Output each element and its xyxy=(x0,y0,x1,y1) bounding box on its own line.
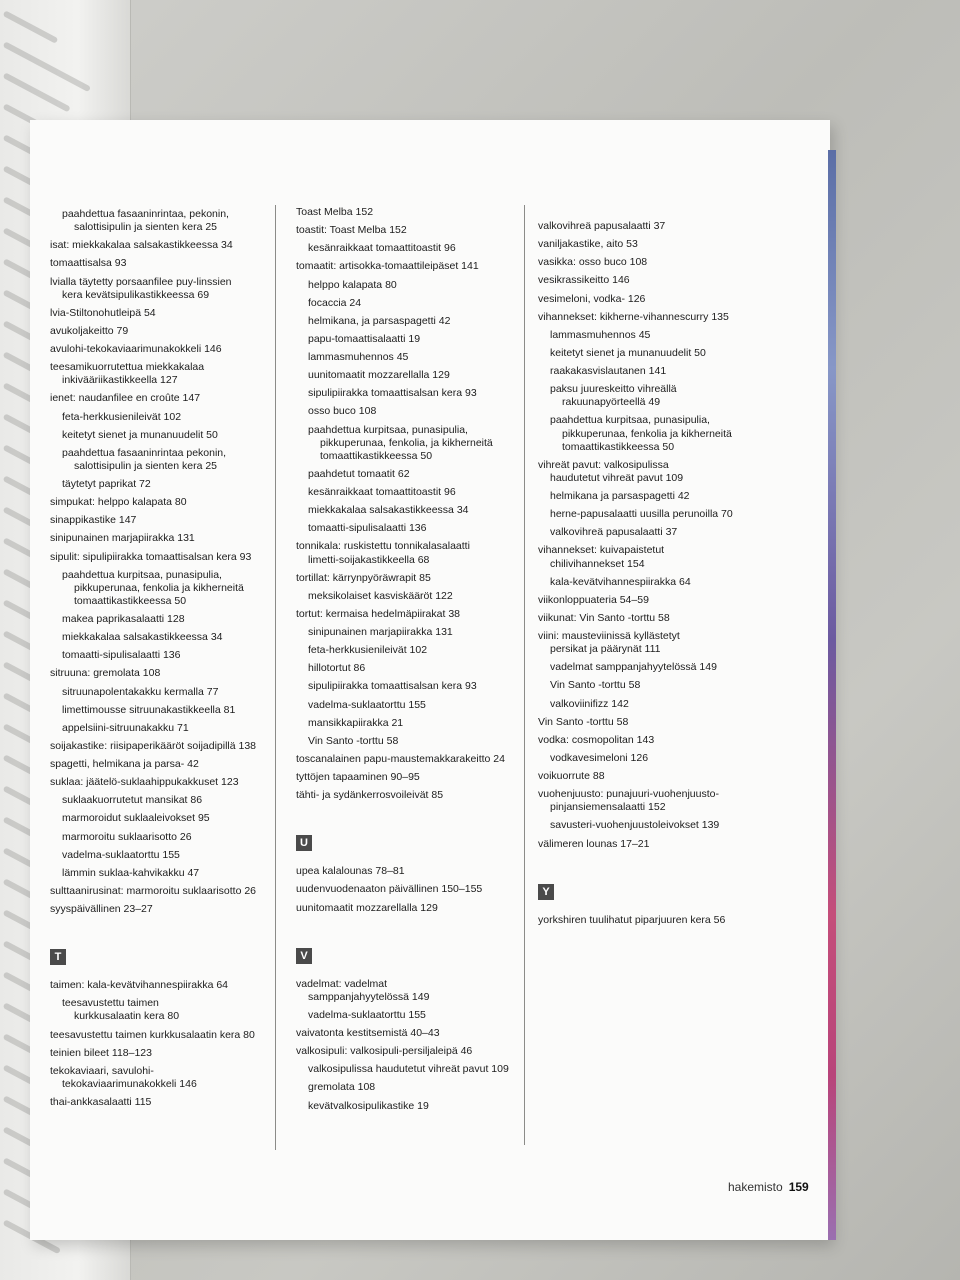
index-entry xyxy=(538,383,798,409)
index-entry xyxy=(296,224,518,237)
index-entry xyxy=(296,590,518,603)
index-entry xyxy=(538,238,798,251)
index-entry xyxy=(50,979,290,992)
index-entry-text: vesikrassikeitto 146 xyxy=(538,274,630,287)
index-entry xyxy=(296,468,518,481)
index-entry-text: upea kalalounas 78–81 xyxy=(296,865,405,878)
index-entry xyxy=(50,997,290,1023)
index-entry-text: suklaa: jäätelö-suklaahippukakkuset 123 xyxy=(50,776,239,789)
index-entry xyxy=(50,740,290,753)
index-entry xyxy=(538,508,798,521)
column-divider-right xyxy=(524,205,525,1145)
index-entry xyxy=(538,788,798,814)
page-stack-edge xyxy=(828,150,836,1240)
index-entry xyxy=(50,686,290,699)
index-entry-text: marmoroitu suklaarisotto 26 xyxy=(62,830,192,843)
index-entry xyxy=(296,789,518,802)
index-entry-text: keitetyt sienet ja munanuudelit 50 xyxy=(550,346,706,359)
section-letter: V xyxy=(296,948,312,964)
index-entry-text: sinipunainen marjapiirakka 131 xyxy=(308,626,453,638)
index-entry-text: avukoljakeitto 79 xyxy=(50,324,129,337)
index-entry xyxy=(50,794,290,807)
index-entry-text: uunitomaatit mozzarellalla 129 xyxy=(308,369,450,382)
index-entry xyxy=(50,496,290,509)
index-entry xyxy=(296,662,518,675)
index-entry-text: voikuorrute 88 xyxy=(538,770,605,782)
footer-label: hakemisto xyxy=(728,1180,783,1194)
index-entry-text: gremolata 108 xyxy=(308,1081,376,1094)
index-entry-text: spagetti, helmikana ja parsa- 42 xyxy=(50,758,199,770)
index-entry-text: kala-kevätvihannespiirakka 64 xyxy=(550,575,691,588)
index-entry-text: vadelma-suklaatorttu 155 xyxy=(308,698,426,711)
index-entry-text: vesimeloni, vodka- 126 xyxy=(538,292,646,305)
index-entry-text: vodka: cosmopolitan 143 xyxy=(538,733,655,746)
index-entry-continuation: pinjansiemensalaatti 152 xyxy=(550,801,666,814)
index-entry-text: tähti- ja sydänkerrosvoileivät 85 xyxy=(296,789,444,802)
index-entry-text: appelsiini-sitruunakakku 71 xyxy=(62,721,189,734)
index-entry-text: tyttöjen tapaaminen 90–95 xyxy=(296,771,420,783)
index-entry-text: sipulit: sipulipiirakka tomaattisalsan kera 93 xyxy=(50,550,252,563)
index-entry xyxy=(296,504,518,517)
section-letter: Y xyxy=(538,884,554,900)
index-entry xyxy=(296,1081,518,1094)
index-entry xyxy=(296,680,518,693)
index-entry-text: thai-ankkasalaatti 115 xyxy=(50,1096,152,1108)
index-entry xyxy=(296,902,518,915)
index-entry xyxy=(50,392,290,405)
index-entry-continuation: limetti-soijakastikkeella 68 xyxy=(308,553,430,566)
index-entry xyxy=(296,978,518,1004)
index-entry-continuation: kurkkusalaatin kera 80 xyxy=(74,1010,180,1023)
index-entry xyxy=(538,838,798,851)
index-entry-text: isat: miekkakalaa salsakastikkeessa 34 xyxy=(50,239,233,252)
index-entry-text: keitetyt sienet ja munanuudelit 50 xyxy=(62,428,218,441)
index-entry-text: osso buco 108 xyxy=(308,405,377,418)
page-number: 159 xyxy=(788,1180,809,1194)
index-entry-text: simpukat: helppo kalapata 80 xyxy=(50,496,187,509)
index-entry-text: paahdettua kurpitsaa, punasipulia, xyxy=(62,568,222,581)
index-entry-text: lvialla täytetty porsaanfilee puy-linssien xyxy=(50,275,232,288)
index-entry xyxy=(50,776,290,789)
index-entry-text: paahdettua kurpitsaa, punasipulia, xyxy=(550,414,710,427)
index-entry-text: paahdetut tomaatit 62 xyxy=(308,467,410,480)
index-entry xyxy=(50,478,290,491)
index-entry-text: valkovihreä papusalaatti 37 xyxy=(550,526,678,539)
index-entry xyxy=(50,325,290,338)
section-letter: U xyxy=(296,835,312,851)
index-entry-text: vadelma-suklaatorttu 155 xyxy=(308,1008,426,1021)
index-entry xyxy=(50,276,290,302)
index-entry-text: sipulipiirakka tomaattisalsan kera 93 xyxy=(308,387,477,400)
index-column-middle xyxy=(296,206,518,1118)
index-entry xyxy=(538,698,798,711)
index-entry-text: viikunat: Vin Santo -torttu 58 xyxy=(538,611,670,624)
index-entry xyxy=(50,532,290,545)
index-entry xyxy=(538,734,798,747)
index-entry-text: teinien bileet 118–123 xyxy=(50,1046,152,1059)
index-entry-continuation: tomaattikastikkeessa 50 xyxy=(320,449,433,462)
index-entry-text: ienet: naudanfilee en croûte 147 xyxy=(50,392,201,405)
index-entry xyxy=(538,365,798,378)
index-entry-text: syyspäivällinen 23–27 xyxy=(50,903,153,915)
index-entry-text: vadelma-suklaatorttu 155 xyxy=(62,848,180,861)
index-entry-text: miekkakalaa salsakastikkeessa 34 xyxy=(308,504,469,517)
index-entry-text: Vin Santo -torttu 58 xyxy=(308,734,399,747)
index-entry xyxy=(50,239,290,252)
index-entry-text: tortut: kermaisa hedelmäpiirakat 38 xyxy=(296,607,460,620)
index-entry xyxy=(538,752,798,765)
index-entry xyxy=(538,490,798,503)
index-entry-text: helmikana ja parsaspagetti 42 xyxy=(550,490,690,502)
index-entry xyxy=(296,297,518,310)
index-entry-text: Vin Santo -torttu 58 xyxy=(550,679,641,692)
index-entry xyxy=(50,208,290,234)
index-entry xyxy=(50,569,290,608)
index-entry xyxy=(296,1063,518,1076)
index-entry-text: teesavustettu taimen kurkkusalaatin kera 80 xyxy=(50,1028,255,1041)
index-entry-text: viikonloppuateria 54–59 xyxy=(538,593,649,606)
index-entry xyxy=(538,819,798,832)
index-entry-text: kesänraikkaat tomaattitoastit 96 xyxy=(308,242,456,255)
index-entry xyxy=(296,242,518,255)
index-entry xyxy=(50,411,290,424)
index-entry-text: uunitomaatit mozzarellalla 129 xyxy=(296,901,438,914)
index-entry xyxy=(296,279,518,292)
index-entry-text: raakakasvislautanen 141 xyxy=(550,365,667,377)
index-entry-text: lämmin suklaa-kahvikakku 47 xyxy=(62,866,200,879)
index-entry-text: valkosipulissa haudutetut vihreät pavut 109 xyxy=(308,1063,509,1076)
index-entry xyxy=(538,914,798,927)
index-entry xyxy=(538,256,798,269)
blurred-text-line xyxy=(3,10,59,43)
index-entry xyxy=(538,661,798,674)
index-entry xyxy=(50,307,290,320)
index-entry xyxy=(50,849,290,862)
index-entry-continuation: tomaattikastikkeessa 50 xyxy=(74,594,187,607)
index-entry xyxy=(296,699,518,712)
index-entry-text: välimeren lounas 17–21 xyxy=(538,837,650,850)
index-entry-text: tonnikala: ruskistettu tonnikalasalaatti xyxy=(296,540,470,553)
index-entry-text: paksu juureskeitto vihreällä xyxy=(550,383,677,396)
index-entry xyxy=(50,429,290,442)
index-entry xyxy=(296,333,518,346)
index-entry xyxy=(538,679,798,692)
index-entry-text: paahdettua fasaaninrintaa, pekonin, xyxy=(62,208,229,220)
index-entry xyxy=(50,1065,290,1091)
index-entry-text: teesamikuorrutettua miekkakalaa xyxy=(50,361,205,374)
index-entry xyxy=(50,447,290,473)
index-entry-text: focaccia 24 xyxy=(308,296,362,309)
index-entry xyxy=(538,311,798,324)
index-entry-text: sipulipiirakka tomaattisalsan kera 93 xyxy=(308,680,477,693)
index-entry-text: paahdettua kurpitsaa, punasipulia, xyxy=(308,423,468,436)
index-entry xyxy=(50,867,290,880)
index-entry-text: papu-tomaattisalaatti 19 xyxy=(308,332,421,345)
index-entry xyxy=(50,758,290,771)
index-entry-text: teesavustettu taimen xyxy=(62,997,159,1010)
index-entry-text: feta-herkkusienileivät 102 xyxy=(62,410,182,423)
index-entry-continuation: pikkuperunaa, fenkolia, ja kikherneitä xyxy=(320,436,493,449)
index-entry xyxy=(538,576,798,589)
index-entry xyxy=(538,293,798,306)
index-entry xyxy=(296,572,518,585)
index-entry xyxy=(50,1029,290,1042)
index-entry xyxy=(538,594,798,607)
index-entry xyxy=(538,220,798,233)
index-entry-continuation: chilivihannekset 154 xyxy=(550,557,645,570)
index-entry xyxy=(296,753,518,766)
index-entry-text: feta-herkkusienileivät 102 xyxy=(308,644,428,657)
index-entry xyxy=(296,424,518,463)
index-entry xyxy=(296,644,518,657)
index-entry xyxy=(538,414,798,453)
index-entry-text: tekokaviaari, savulohi- xyxy=(50,1064,154,1077)
column-divider-left xyxy=(275,205,276,1150)
index-entry xyxy=(296,522,518,535)
index-entry xyxy=(296,1100,518,1113)
index-entry-text: vaivatonta kestitsemistä 40–43 xyxy=(296,1027,440,1039)
index-entry-text: tomaattisalsa 93 xyxy=(50,257,127,270)
index-entry xyxy=(296,883,518,896)
index-entry-text: makea paprikasalaatti 128 xyxy=(62,613,185,625)
index-entry-continuation: haudutetut vihreät pavut 109 xyxy=(550,471,684,484)
index-entry-text: tomaatti-sipulisalaatti 136 xyxy=(308,522,427,535)
index-entry-text: sinipunainen marjapiirakka 131 xyxy=(50,532,195,545)
index-entry xyxy=(50,551,290,564)
index-column-right xyxy=(538,220,798,932)
index-entry xyxy=(50,649,290,662)
index-entry-text: soijakastike: riisipaperikääröt soijadipillä 138 xyxy=(50,739,257,752)
index-entry xyxy=(296,351,518,364)
index-entry xyxy=(296,315,518,328)
index-entry-continuation: rakuunapyörteellä 49 xyxy=(562,396,661,409)
index-entry-text: Vin Santo -torttu 58 xyxy=(538,715,629,728)
index-entry-text: viini: mausteviinissä kyllästetyt xyxy=(538,630,680,642)
index-entry xyxy=(296,405,518,418)
index-entry xyxy=(50,1096,290,1109)
index-entry xyxy=(538,770,798,783)
index-entry-text: hillotortut 86 xyxy=(308,662,366,675)
index-entry-text: suklaakuorrutetut mansikat 86 xyxy=(62,794,203,807)
index-entry xyxy=(296,1045,518,1058)
index-entry-text: sitruuna: gremolata 108 xyxy=(50,667,161,680)
index-entry xyxy=(296,771,518,784)
index-entry-text: vihannekset: kikherne-vihannescurry 135 xyxy=(538,310,729,323)
index-entry xyxy=(296,260,518,273)
index-entry xyxy=(296,717,518,730)
index-entry-text: kevätvalkosipulikastike 19 xyxy=(308,1099,429,1112)
index-entry-continuation: samppanjahyytelössä 149 xyxy=(308,990,430,1003)
index-entry-text: tortillat: kärrynpyöräwrapit 85 xyxy=(296,571,431,584)
index-entry xyxy=(538,612,798,625)
index-entry xyxy=(538,459,798,485)
page-footer xyxy=(728,1180,809,1194)
index-entry-text: savusteri-vuohenjuustoleivokset 139 xyxy=(550,819,720,832)
index-entry-text: vihannekset: kuivapaistetut xyxy=(538,544,665,557)
index-entry xyxy=(50,903,290,916)
index-entry xyxy=(50,631,290,644)
index-entry-text: sulttaanirusinat: marmoroitu suklaarisotto 26 xyxy=(50,884,257,897)
index-entry xyxy=(296,387,518,400)
index-entry-text: helppo kalapata 80 xyxy=(308,278,397,291)
index-entry xyxy=(538,544,798,570)
index-entry xyxy=(50,812,290,825)
index-entry-text: paahdettua fasaaninrintaa pekonin, xyxy=(62,446,227,459)
index-entry-text: sitruunapolentakakku kermalla 77 xyxy=(62,685,219,698)
index-column-left xyxy=(50,208,290,1114)
index-entry-text: vodkavesimeloni 126 xyxy=(550,751,649,764)
index-entry xyxy=(296,1027,518,1040)
index-entry xyxy=(296,626,518,639)
index-entry-text: uudenvuodenaaton päivällinen 150–155 xyxy=(296,883,483,896)
index-entry-text: vadelmat: vadelmat xyxy=(296,977,388,990)
index-entry xyxy=(296,486,518,499)
index-entry xyxy=(538,274,798,287)
index-entry-text: miekkakalaa salsakastikkeessa 34 xyxy=(62,631,223,644)
index-entry-text: limettimousse sitruunakastikkeella 81 xyxy=(62,703,236,716)
index-entry xyxy=(538,329,798,342)
index-entry xyxy=(296,369,518,382)
index-entry-text: vadelmat samppanjahyytelössä 149 xyxy=(550,661,717,674)
index-entry xyxy=(538,347,798,360)
index-entry-text: vaniljakastike, aito 53 xyxy=(538,238,638,251)
index-entry xyxy=(50,667,290,680)
index-entry-text: täytetyt paprikat 72 xyxy=(62,478,151,490)
index-entry xyxy=(296,865,518,878)
index-entry xyxy=(296,206,518,219)
index-entry-text: vihreät pavut: valkosipulissa xyxy=(538,458,669,471)
index-entry xyxy=(50,361,290,387)
index-entry-continuation: tomaattikastikkeessa 50 xyxy=(562,440,675,453)
index-entry-continuation: inkivääriikastikkeella 127 xyxy=(62,374,178,387)
index-entry-text: Toast Melba 152 xyxy=(296,206,374,218)
index-entry xyxy=(50,514,290,527)
index-entry-text: avulohi-tekokaviaarimunakokkeli 146 xyxy=(50,343,222,355)
index-entry xyxy=(50,722,290,735)
index-entry-text: sinappikastike 147 xyxy=(50,514,137,527)
index-entry-text: helmikana, ja parsaspagetti 42 xyxy=(308,314,451,327)
index-entry-text: vasikka: osso buco 108 xyxy=(538,256,648,269)
index-entry xyxy=(296,540,518,566)
index-entry xyxy=(296,1009,518,1022)
index-entry-text: toastit: Toast Melba 152 xyxy=(296,224,407,237)
index-entry xyxy=(50,343,290,356)
index-entry-text: valkoviinifizz 142 xyxy=(550,697,629,710)
index-entry xyxy=(50,831,290,844)
index-entry-text: herne-papusalaatti uusilla perunoilla 70 xyxy=(550,508,733,521)
index-entry-continuation: tekokaviaarimunakokkeli 146 xyxy=(62,1077,197,1090)
index-entry xyxy=(50,885,290,898)
index-entry-continuation: kera kevätsipulikastikkeessa 69 xyxy=(62,288,210,301)
index-entry xyxy=(50,704,290,717)
index-entry-continuation: persikat ja päärynät 111 xyxy=(550,643,661,656)
index-entry-text: meksikolaiset kasviskääröt 122 xyxy=(308,589,453,602)
index-entry-text: tomaatti-sipulisalaatti 136 xyxy=(62,649,181,662)
index-entry-text: lvia-Stiltonohutleipä 54 xyxy=(50,306,156,319)
index-entry-continuation: pikkuperunaa, fenkolia ja kikherneitä xyxy=(74,581,244,594)
index-entry-text: kesänraikkaat tomaattitoastit 96 xyxy=(308,486,456,498)
index-entry-text: valkosipuli: valkosipuli-persiljaleipä 46 xyxy=(296,1045,473,1058)
index-entry xyxy=(538,526,798,539)
index-entry-text: vuohenjuusto: punajuuri-vuohenjuusto- xyxy=(538,788,719,801)
index-entry-text: toscanalainen papu-maustemakkarakeitto 24 xyxy=(296,752,505,765)
index-entry-continuation: salottisipulin ja sienten kera 25 xyxy=(74,221,218,234)
index-entry-text: valkovihreä papusalaatti 37 xyxy=(538,220,666,232)
index-entry xyxy=(50,613,290,626)
index-entry-continuation: pikkuperunaa, fenkolia ja kikherneitä xyxy=(562,427,732,440)
index-entry-continuation: salottisipulin ja sienten kera 25 xyxy=(74,459,218,472)
index-entry-text: taimen: kala-kevätvihannespiirakka 64 xyxy=(50,979,229,992)
index-entry xyxy=(538,716,798,729)
section-letter: T xyxy=(50,949,66,965)
index-entry-text: tomaatit: artisokka-tomaattileipäset 141 xyxy=(296,260,479,273)
index-entry-text: lammasmuhennos 45 xyxy=(550,328,651,341)
index-entry-text: mansikkapiirakka 21 xyxy=(308,716,404,729)
index-entry xyxy=(50,1047,290,1060)
index-entry xyxy=(50,257,290,270)
index-entry xyxy=(296,608,518,621)
index-entry-text: marmoroidut suklaaleivokset 95 xyxy=(62,812,210,825)
index-entry xyxy=(538,630,798,656)
index-entry xyxy=(296,735,518,748)
index-entry-text: yorkshiren tuulihatut piparjuuren kera 56 xyxy=(538,913,726,926)
index-entry-text: lammasmuhennos 45 xyxy=(308,351,409,363)
